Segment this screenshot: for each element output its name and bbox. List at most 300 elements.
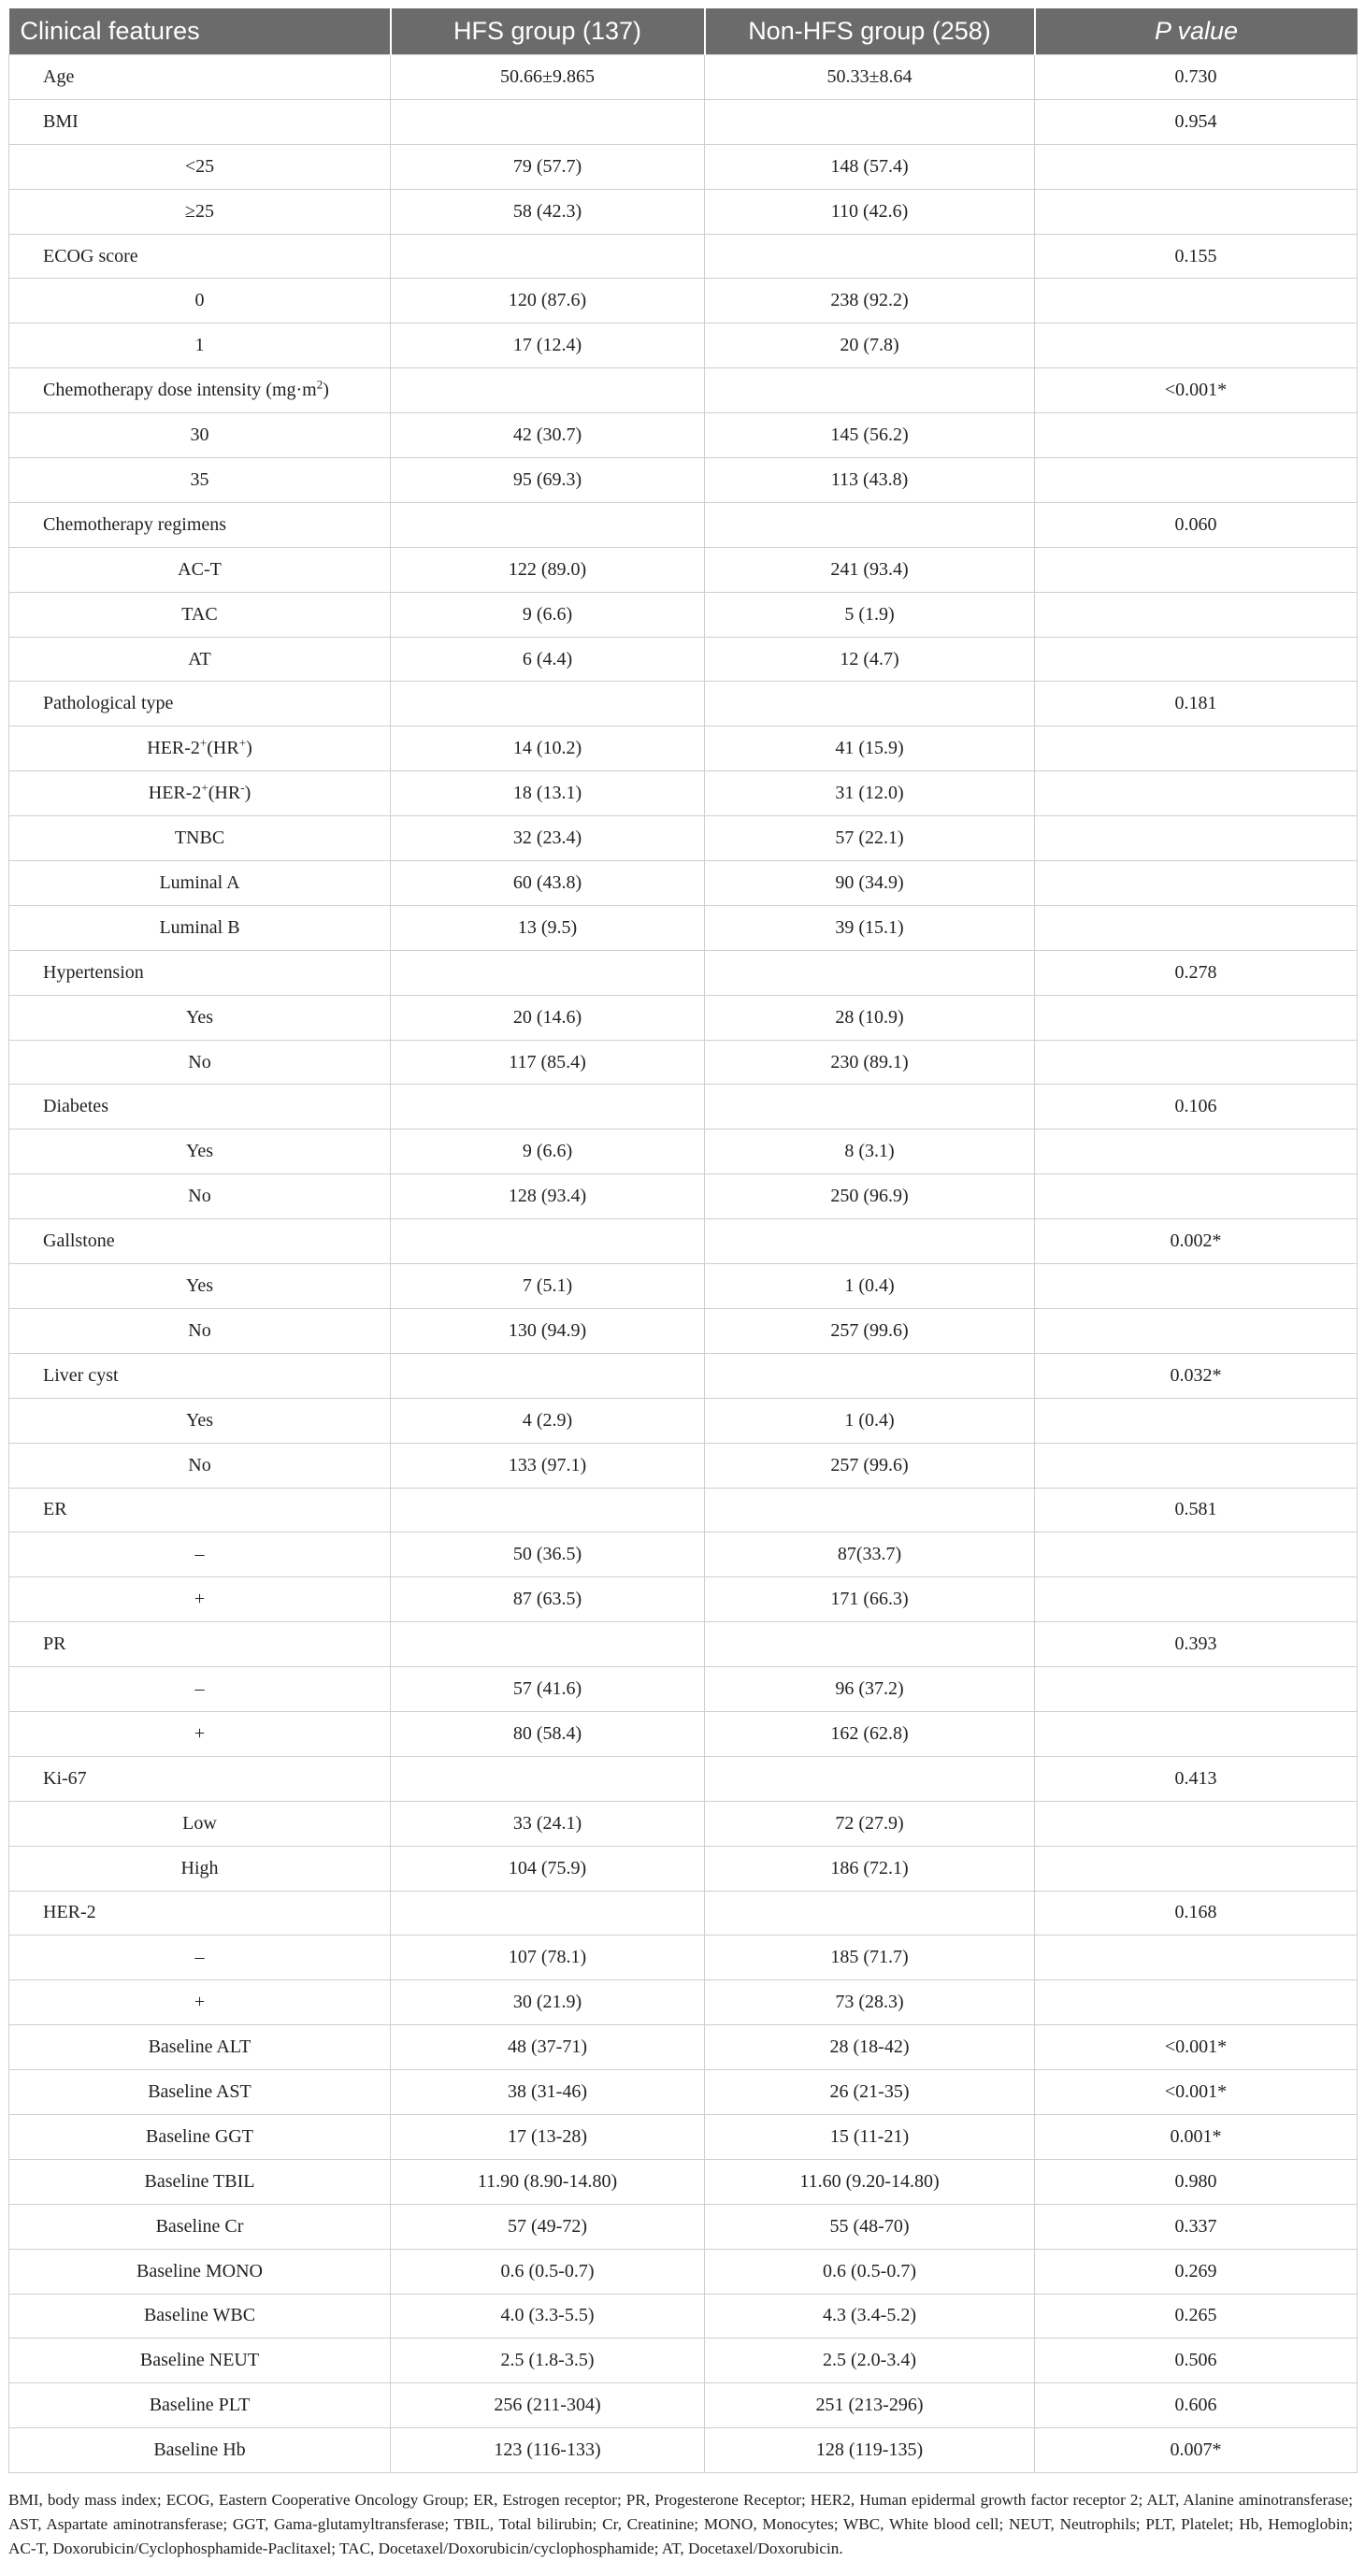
- cell-hfs-value: 20 (14.6): [391, 995, 705, 1040]
- cell-p-value: 0.980: [1035, 2159, 1358, 2204]
- table-row: [9, 1756, 1358, 1801]
- feature-label-part: ): [323, 380, 329, 401]
- cell-non-hfs-value: 230 (89.1): [705, 1040, 1035, 1085]
- cell-p-value: [1035, 861, 1358, 906]
- cell-non-hfs-value: [705, 1085, 1035, 1130]
- feature-label: No: [188, 1186, 211, 1207]
- table-row: [9, 2428, 1358, 2473]
- table-row: [9, 727, 1358, 771]
- cell-hfs-value: [391, 502, 705, 547]
- feature-label: Chemotherapy dose intensity (mg·m: [43, 380, 317, 401]
- feature-label: AT: [188, 648, 211, 669]
- cell-feature: [9, 1801, 391, 1846]
- table-row: [9, 1980, 1358, 2025]
- cell-non-hfs-value: 57 (22.1): [705, 816, 1035, 861]
- cell-non-hfs-value: 1 (0.4): [705, 1398, 1035, 1443]
- table-row: [9, 1398, 1358, 1443]
- cell-feature: [9, 99, 391, 144]
- cell-p-value: <0.001*: [1035, 368, 1358, 413]
- cell-hfs-value: 17 (13-28): [391, 2114, 705, 2159]
- cell-non-hfs-value: 251 (213-296): [705, 2383, 1035, 2428]
- cell-non-hfs-value: [705, 99, 1035, 144]
- cell-feature: [9, 1577, 391, 1622]
- cell-feature: [9, 1130, 391, 1174]
- table-row: [9, 2159, 1358, 2204]
- cell-feature: [9, 1353, 391, 1398]
- cell-feature: [9, 637, 391, 682]
- cell-feature: [9, 55, 391, 100]
- cell-non-hfs-value: [705, 1488, 1035, 1533]
- cell-non-hfs-value: 72 (27.9): [705, 1801, 1035, 1846]
- cell-feature: [9, 1488, 391, 1533]
- feature-label: TAC: [181, 603, 218, 625]
- cell-hfs-value: 13 (9.5): [391, 905, 705, 950]
- cell-p-value: [1035, 279, 1358, 324]
- cell-p-value: [1035, 324, 1358, 368]
- table-row: [9, 950, 1358, 995]
- cell-p-value: <0.001*: [1035, 2025, 1358, 2070]
- feature-label: <25: [184, 155, 215, 177]
- cell-non-hfs-value: 20 (7.8): [705, 324, 1035, 368]
- table-row: [9, 1801, 1358, 1846]
- cell-feature: [9, 1936, 391, 1980]
- table-row: [9, 2249, 1358, 2294]
- cell-feature: [9, 1980, 391, 2025]
- header-clinical-features: Clinical features: [9, 8, 391, 55]
- cell-hfs-value: 50.66±9.865: [391, 55, 705, 100]
- table-row: [9, 637, 1358, 682]
- cell-p-value: 0.032*: [1035, 1353, 1358, 1398]
- cell-feature: [9, 1308, 391, 1353]
- cell-non-hfs-value: 11.60 (9.20-14.80): [705, 2159, 1035, 2204]
- cell-feature: [9, 458, 391, 503]
- feature-label-part: ): [244, 783, 251, 804]
- feature-label: Yes: [185, 1006, 214, 1028]
- table-row: [9, 2383, 1358, 2428]
- table-row: [9, 1622, 1358, 1667]
- cell-feature: [9, 905, 391, 950]
- cell-hfs-value: 87 (63.5): [391, 1577, 705, 1622]
- table-row: [9, 458, 1358, 503]
- cell-feature: [9, 547, 391, 592]
- feature-label: Ki-67: [43, 1767, 87, 1789]
- feature-label: ECOG score: [43, 245, 138, 266]
- cell-hfs-value: 104 (75.9): [391, 1846, 705, 1891]
- cell-feature: [9, 1398, 391, 1443]
- table-footnote: BMI, body mass index; ECOG, Eastern Cooperative Oncology Group; ER, Estrogen receptor; PR, Progesterone Receptor; HER2, Human epidermal growth factor receptor 2; ALT, Alanine aminotransferase; AST, Aspartate aminotransferase; GGT, Gama-glutamyltransferase; TBIL, Total bilirubin; Cr, Creatinine; MONO, Monocytes; WBC, White blood cell; NEUT, Neutrophils; PLT, Platelet; Hb, Hemoglobin; AC-T, Doxorubicin/Cyclophosphamide-Paclitaxel; TAC, Docetaxel/Doxorubicin/cyclophosphamide; AT, Docetaxel/Doxorubicin.: [8, 2491, 1353, 2558]
- cell-hfs-value: 58 (42.3): [391, 189, 705, 234]
- table-row: [9, 144, 1358, 189]
- feature-label: Yes: [185, 1141, 214, 1162]
- table-row: [9, 2070, 1358, 2115]
- cell-feature: [9, 2339, 391, 2383]
- feature-label: Gallstone: [43, 1230, 115, 1252]
- feature-label: Low: [182, 1812, 217, 1834]
- cell-feature: [9, 816, 391, 861]
- cell-p-value: [1035, 1130, 1358, 1174]
- cell-hfs-value: 95 (69.3): [391, 458, 705, 503]
- cell-p-value: 0.730: [1035, 55, 1358, 100]
- table-row: [9, 2294, 1358, 2339]
- table-row: [9, 995, 1358, 1040]
- cell-p-value: [1035, 1264, 1358, 1309]
- cell-feature: [9, 2025, 391, 2070]
- table-row: [9, 1308, 1358, 1353]
- feature-label: 0: [194, 290, 205, 311]
- cell-non-hfs-value: [705, 682, 1035, 727]
- feature-label: –: [194, 1544, 205, 1565]
- cell-feature: [9, 682, 391, 727]
- table-row: [9, 368, 1358, 413]
- cell-non-hfs-value: 90 (34.9): [705, 861, 1035, 906]
- cell-feature: [9, 727, 391, 771]
- cell-p-value: <0.001*: [1035, 2070, 1358, 2115]
- feature-label: –: [194, 1947, 205, 1968]
- feature-label: BMI: [43, 110, 79, 132]
- cell-feature: [9, 2070, 391, 2115]
- cell-non-hfs-value: 171 (66.3): [705, 1577, 1035, 1622]
- feature-label: Hypertension: [43, 961, 144, 983]
- cell-hfs-value: [391, 1891, 705, 1936]
- table-row: [9, 1040, 1358, 1085]
- feature-label: No: [188, 1319, 211, 1341]
- cell-feature: [9, 2204, 391, 2249]
- table-row: [9, 1846, 1358, 1891]
- cell-non-hfs-value: 55 (48-70): [705, 2204, 1035, 2249]
- cell-non-hfs-value: 113 (43.8): [705, 458, 1035, 503]
- cell-non-hfs-value: [705, 502, 1035, 547]
- cell-hfs-value: 33 (24.1): [391, 1801, 705, 1846]
- cell-non-hfs-value: 2.5 (2.0-3.4): [705, 2339, 1035, 2383]
- table-container: [8, 8, 1357, 2561]
- cell-hfs-value: 14 (10.2): [391, 727, 705, 771]
- cell-non-hfs-value: 257 (99.6): [705, 1443, 1035, 1488]
- cell-hfs-value: 9 (6.6): [391, 592, 705, 637]
- cell-p-value: 0.060: [1035, 502, 1358, 547]
- feature-label: +: [194, 1992, 206, 2013]
- cell-p-value: 0.506: [1035, 2339, 1358, 2383]
- cell-feature: [9, 2428, 391, 2473]
- cell-p-value: 0.269: [1035, 2249, 1358, 2294]
- cell-p-value: [1035, 1174, 1358, 1219]
- cell-non-hfs-value: 257 (99.6): [705, 1308, 1035, 1353]
- cell-hfs-value: 130 (94.9): [391, 1308, 705, 1353]
- cell-non-hfs-value: 128 (119-135): [705, 2428, 1035, 2473]
- feature-label: No: [188, 1051, 211, 1072]
- cell-hfs-value: 57 (49-72): [391, 2204, 705, 2249]
- feature-label: Yes: [185, 1274, 214, 1296]
- superscript: +: [238, 735, 247, 750]
- superscript: +: [199, 735, 208, 750]
- cell-p-value: 0.581: [1035, 1488, 1358, 1533]
- cell-non-hfs-value: 0.6 (0.5-0.7): [705, 2249, 1035, 2294]
- table-row: [9, 2025, 1358, 2070]
- table-row: [9, 771, 1358, 816]
- cell-feature: [9, 1756, 391, 1801]
- cell-p-value: [1035, 1398, 1358, 1443]
- cell-p-value: [1035, 816, 1358, 861]
- cell-non-hfs-value: [705, 1353, 1035, 1398]
- cell-non-hfs-value: 250 (96.9): [705, 1174, 1035, 1219]
- cell-non-hfs-value: 241 (93.4): [705, 547, 1035, 592]
- cell-hfs-value: [391, 1756, 705, 1801]
- cell-feature: [9, 861, 391, 906]
- feature-label: 30: [190, 425, 209, 446]
- cell-non-hfs-value: 73 (28.3): [705, 1980, 1035, 2025]
- feature-label-part: ): [246, 738, 252, 759]
- cell-hfs-value: 107 (78.1): [391, 1936, 705, 1980]
- table-row: [9, 1711, 1358, 1756]
- cell-hfs-value: 0.6 (0.5-0.7): [391, 2249, 705, 2294]
- cell-feature: [9, 1219, 391, 1264]
- cell-p-value: 0.278: [1035, 950, 1358, 995]
- feature-label: Diabetes: [43, 1096, 108, 1117]
- cell-feature: [9, 324, 391, 368]
- superscript: +: [201, 780, 208, 795]
- cell-non-hfs-value: 26 (21-35): [705, 2070, 1035, 2115]
- cell-hfs-value: 32 (23.4): [391, 816, 705, 861]
- cell-feature: [9, 413, 391, 458]
- cell-hfs-value: 9 (6.6): [391, 1130, 705, 1174]
- cell-hfs-value: [391, 1219, 705, 1264]
- table-row: [9, 1577, 1358, 1622]
- cell-non-hfs-value: 1 (0.4): [705, 1264, 1035, 1309]
- feature-label: –: [194, 1678, 205, 1699]
- cell-hfs-value: 7 (5.1): [391, 1264, 705, 1309]
- cell-non-hfs-value: 41 (15.9): [705, 727, 1035, 771]
- table-row: [9, 1936, 1358, 1980]
- cell-non-hfs-value: [705, 1219, 1035, 1264]
- table-row: [9, 1264, 1358, 1309]
- cell-non-hfs-value: [705, 368, 1035, 413]
- cell-non-hfs-value: 39 (15.1): [705, 905, 1035, 950]
- cell-hfs-value: [391, 234, 705, 279]
- cell-p-value: [1035, 1801, 1358, 1846]
- cell-hfs-value: 18 (13.1): [391, 771, 705, 816]
- feature-label: +: [194, 1589, 206, 1610]
- cell-p-value: [1035, 1040, 1358, 1085]
- cell-hfs-value: 4.0 (3.3-5.5): [391, 2294, 705, 2339]
- cell-p-value: 0.106: [1035, 1085, 1358, 1130]
- cell-p-value: 0.954: [1035, 99, 1358, 144]
- cell-non-hfs-value: 50.33±8.64: [705, 55, 1035, 100]
- cell-p-value: 0.393: [1035, 1622, 1358, 1667]
- feature-label: Yes: [185, 1409, 214, 1431]
- cell-hfs-value: [391, 950, 705, 995]
- table-row: [9, 592, 1358, 637]
- cell-non-hfs-value: [705, 1891, 1035, 1936]
- cell-feature: [9, 1085, 391, 1130]
- feature-label: Baseline TBIL: [144, 2170, 255, 2192]
- table-row: [9, 1533, 1358, 1577]
- cell-feature: [9, 2249, 391, 2294]
- cell-hfs-value: 60 (43.8): [391, 861, 705, 906]
- cell-hfs-value: 2.5 (1.8-3.5): [391, 2339, 705, 2383]
- table-row: [9, 1353, 1358, 1398]
- cell-hfs-value: [391, 682, 705, 727]
- feature-label: +: [194, 1722, 206, 1744]
- feature-label: 1: [194, 335, 205, 356]
- cell-feature: [9, 1622, 391, 1667]
- cell-hfs-value: [391, 1622, 705, 1667]
- table-row: [9, 1219, 1358, 1264]
- table-row: [9, 279, 1358, 324]
- cell-non-hfs-value: 8 (3.1): [705, 1130, 1035, 1174]
- table-row: [9, 1667, 1358, 1712]
- table-row: [9, 502, 1358, 547]
- cell-feature: [9, 2383, 391, 2428]
- cell-hfs-value: 57 (41.6): [391, 1667, 705, 1712]
- cell-p-value: [1035, 905, 1358, 950]
- cell-non-hfs-value: 145 (56.2): [705, 413, 1035, 458]
- cell-feature: [9, 1891, 391, 1936]
- cell-feature: [9, 995, 391, 1040]
- cell-hfs-value: 80 (58.4): [391, 1711, 705, 1756]
- feature-label: TNBC: [174, 827, 225, 849]
- cell-feature: [9, 502, 391, 547]
- cell-non-hfs-value: 186 (72.1): [705, 1846, 1035, 1891]
- cell-feature: [9, 2159, 391, 2204]
- cell-feature: [9, 189, 391, 234]
- cell-hfs-value: [391, 1353, 705, 1398]
- cell-p-value: 0.007*: [1035, 2428, 1358, 2473]
- cell-non-hfs-value: 4.3 (3.4-5.2): [705, 2294, 1035, 2339]
- cell-feature: [9, 1264, 391, 1309]
- table-row: [9, 1174, 1358, 1219]
- cell-p-value: [1035, 189, 1358, 234]
- feature-label: Baseline PLT: [149, 2395, 251, 2416]
- cell-hfs-value: [391, 1085, 705, 1130]
- table-row: [9, 547, 1358, 592]
- table-row: [9, 189, 1358, 234]
- table-row: [9, 905, 1358, 950]
- cell-feature: [9, 1667, 391, 1712]
- table-row: [9, 234, 1358, 279]
- cell-hfs-value: 6 (4.4): [391, 637, 705, 682]
- cell-non-hfs-value: 5 (1.9): [705, 592, 1035, 637]
- cell-hfs-value: [391, 368, 705, 413]
- cell-p-value: [1035, 995, 1358, 1040]
- cell-p-value: [1035, 592, 1358, 637]
- cell-p-value: 0.606: [1035, 2383, 1358, 2428]
- cell-p-value: [1035, 1308, 1358, 1353]
- cell-non-hfs-value: 238 (92.2): [705, 279, 1035, 324]
- feature-label: HER-2: [148, 783, 202, 804]
- table-row: [9, 861, 1358, 906]
- feature-label: AC-T: [178, 558, 222, 580]
- table-row: [9, 99, 1358, 144]
- cell-p-value: 0.337: [1035, 2204, 1358, 2249]
- cell-p-value: 0.001*: [1035, 2114, 1358, 2159]
- cell-hfs-value: 17 (12.4): [391, 324, 705, 368]
- header-p-value: P value: [1035, 8, 1358, 55]
- table-row: [9, 1130, 1358, 1174]
- cell-feature: [9, 1533, 391, 1577]
- table-row: [9, 2339, 1358, 2383]
- feature-label: ER: [43, 1499, 67, 1520]
- table-row: [9, 1443, 1358, 1488]
- cell-feature: [9, 1174, 391, 1219]
- feature-label: Baseline WBC: [143, 2305, 256, 2326]
- feature-label: Baseline ALT: [148, 2036, 251, 2058]
- table-row: [9, 1891, 1358, 1936]
- cell-p-value: [1035, 1980, 1358, 2025]
- cell-non-hfs-value: 148 (57.4): [705, 144, 1035, 189]
- feature-label: No: [188, 1454, 211, 1475]
- cell-p-value: 0.155: [1035, 234, 1358, 279]
- cell-p-value: [1035, 1577, 1358, 1622]
- feature-label: Baseline Hb: [153, 2439, 246, 2461]
- feature-label: HER-2: [43, 1902, 96, 1923]
- table-row: [9, 2204, 1358, 2249]
- feature-label: Baseline GGT: [146, 2125, 253, 2147]
- cell-p-value: [1035, 727, 1358, 771]
- cell-feature: [9, 2114, 391, 2159]
- feature-label: Pathological type: [43, 693, 174, 714]
- table-row: [9, 816, 1358, 861]
- cell-non-hfs-value: 162 (62.8): [705, 1711, 1035, 1756]
- cell-p-value: [1035, 458, 1358, 503]
- cell-p-value: 0.265: [1035, 2294, 1358, 2339]
- cell-non-hfs-value: 28 (18-42): [705, 2025, 1035, 2070]
- cell-hfs-value: 48 (37-71): [391, 2025, 705, 2070]
- cell-hfs-value: [391, 1488, 705, 1533]
- cell-feature: [9, 1443, 391, 1488]
- feature-label: Luminal B: [159, 916, 240, 938]
- table-row: [9, 682, 1358, 727]
- cell-feature: [9, 950, 391, 995]
- feature-label: HER-2: [147, 738, 200, 759]
- clinical-features-table: [8, 8, 1358, 2473]
- cell-feature: [9, 234, 391, 279]
- feature-label-part: (HR: [208, 783, 241, 804]
- feature-label: ≥25: [185, 200, 214, 222]
- cell-non-hfs-value: [705, 1622, 1035, 1667]
- cell-p-value: [1035, 1667, 1358, 1712]
- cell-p-value: 0.413: [1035, 1756, 1358, 1801]
- cell-non-hfs-value: 185 (71.7): [705, 1936, 1035, 1980]
- cell-hfs-value: 42 (30.7): [391, 413, 705, 458]
- header-hfs-group: HFS group (137): [391, 8, 705, 55]
- feature-label: Luminal A: [159, 871, 240, 893]
- feature-label: Age: [43, 65, 75, 87]
- cell-p-value: [1035, 637, 1358, 682]
- cell-non-hfs-value: [705, 950, 1035, 995]
- cell-hfs-value: 128 (93.4): [391, 1174, 705, 1219]
- cell-non-hfs-value: [705, 1756, 1035, 1801]
- cell-feature: [9, 771, 391, 816]
- cell-hfs-value: 4 (2.9): [391, 1398, 705, 1443]
- cell-feature: [9, 144, 391, 189]
- feature-label: High: [180, 1857, 219, 1878]
- table-row: [9, 324, 1358, 368]
- table-row: [9, 1488, 1358, 1533]
- cell-p-value: [1035, 1533, 1358, 1577]
- cell-p-value: [1035, 144, 1358, 189]
- cell-hfs-value: 38 (31-46): [391, 2070, 705, 2115]
- feature-label: Baseline Cr: [155, 2215, 244, 2237]
- superscript: -: [240, 780, 245, 795]
- table-row: [9, 55, 1358, 100]
- cell-hfs-value: 122 (89.0): [391, 547, 705, 592]
- cell-hfs-value: 120 (87.6): [391, 279, 705, 324]
- cell-non-hfs-value: 87(33.7): [705, 1533, 1035, 1577]
- header-non-hfs-group: Non-HFS group (258): [705, 8, 1035, 55]
- cell-non-hfs-value: 15 (11-21): [705, 2114, 1035, 2159]
- cell-p-value: [1035, 413, 1358, 458]
- cell-feature: [9, 1711, 391, 1756]
- cell-hfs-value: [391, 99, 705, 144]
